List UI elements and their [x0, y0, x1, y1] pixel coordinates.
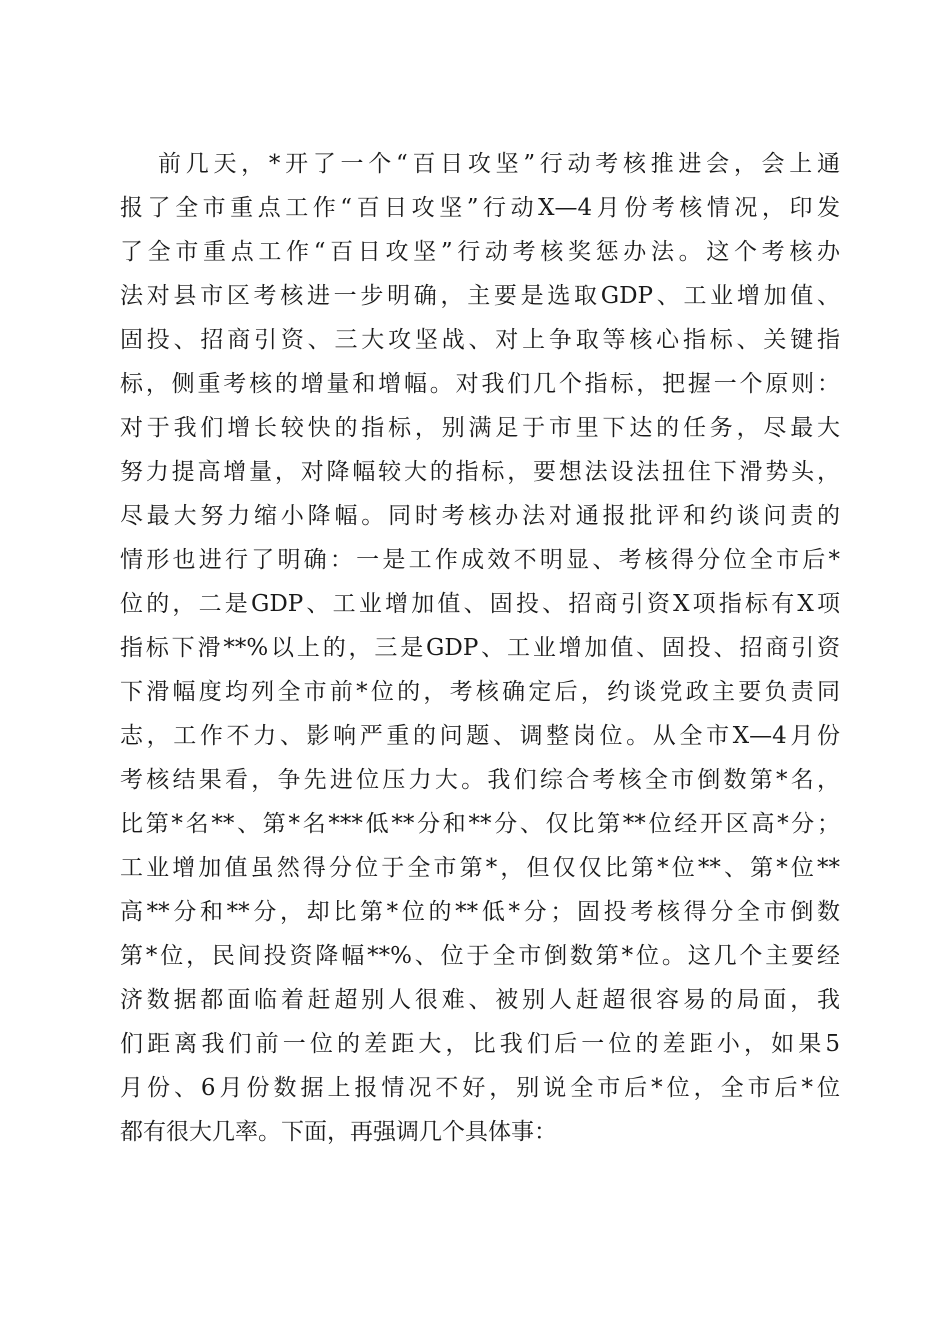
paragraph-line: 努力提高增量，对降幅较大的指标，要想法设法扭住下滑势头， [120, 459, 840, 485]
paragraph-line: 法对县市区考核进一步明确，主要是选取GDP、工业增加值、 [120, 283, 840, 309]
paragraph-line: 工业增加值虽然得分位于全市第*，但仅仅比第*位**、第*位** [120, 855, 840, 881]
paragraph-line: 志，工作不力、影响严重的问题、调整岗位。从全市X—4月份 [120, 723, 840, 749]
paragraph-line: 都有很大几率。下面，再强调几个具体事： [120, 1119, 557, 1145]
paragraph-line: 固投、招商引资、三大攻坚战、对上争取等核心指标、关键指 [120, 327, 840, 353]
paragraph-line: 月份、6月份数据上报情况不好，别说全市后*位，全市后*位 [120, 1075, 840, 1101]
paragraph-line: 情形也进行了明确：一是工作成效不明显、考核得分位全市后* [120, 547, 840, 573]
paragraph-line: 济数据都面临着赶超别人很难、被别人赶超很容易的局面，我 [120, 987, 840, 1013]
paragraph-line: 指标下滑**%以上的，三是GDP、工业增加值、固投、招商引资 [120, 635, 840, 661]
paragraph-line: 位的，二是GDP、工业增加值、固投、招商引资X项指标有X项 [120, 591, 840, 617]
paragraph-line: 对于我们增长较快的指标，别满足于市里下达的任务，尽最大 [120, 415, 840, 441]
paragraph-line: 下滑幅度均列全市前*位的，考核确定后，约谈党政主要负责同 [120, 679, 840, 705]
paragraph-line: 报了全市重点工作“百日攻坚”行动X—4月份考核情况，印发 [120, 195, 840, 221]
paragraph-line: 比第*名**、第*名***低**分和**分、仅比第**位经开区高*分； [120, 811, 840, 837]
paragraph-line: 前几天，*开了一个“百日攻坚”行动考核推进会，会上通 [158, 151, 840, 177]
paragraph-line: 了全市重点工作“百日攻坚”行动考核奖惩办法。这个考核办 [120, 239, 840, 265]
paragraph-line: 考核结果看，争先进位压力大。我们综合考核全市倒数第*名， [120, 767, 840, 793]
paragraph-line: 尽最大努力缩小降幅。同时考核办法对通报批评和约谈问责的 [120, 503, 840, 529]
paragraph-line: 高**分和**分，却比第*位的**低*分；固投考核得分全市倒数 [120, 899, 840, 925]
paragraph-line: 第*位，民间投资降幅**%、位于全市倒数第*位。这几个主要经 [120, 943, 840, 969]
paragraph-line: 标，侧重考核的增量和增幅。对我们几个指标，把握一个原则： [120, 371, 840, 397]
paragraph-line: 们距离我们前一位的差距大，比我们后一位的差距小，如果5 [120, 1031, 840, 1057]
body-paragraph [120, 142, 840, 1154]
